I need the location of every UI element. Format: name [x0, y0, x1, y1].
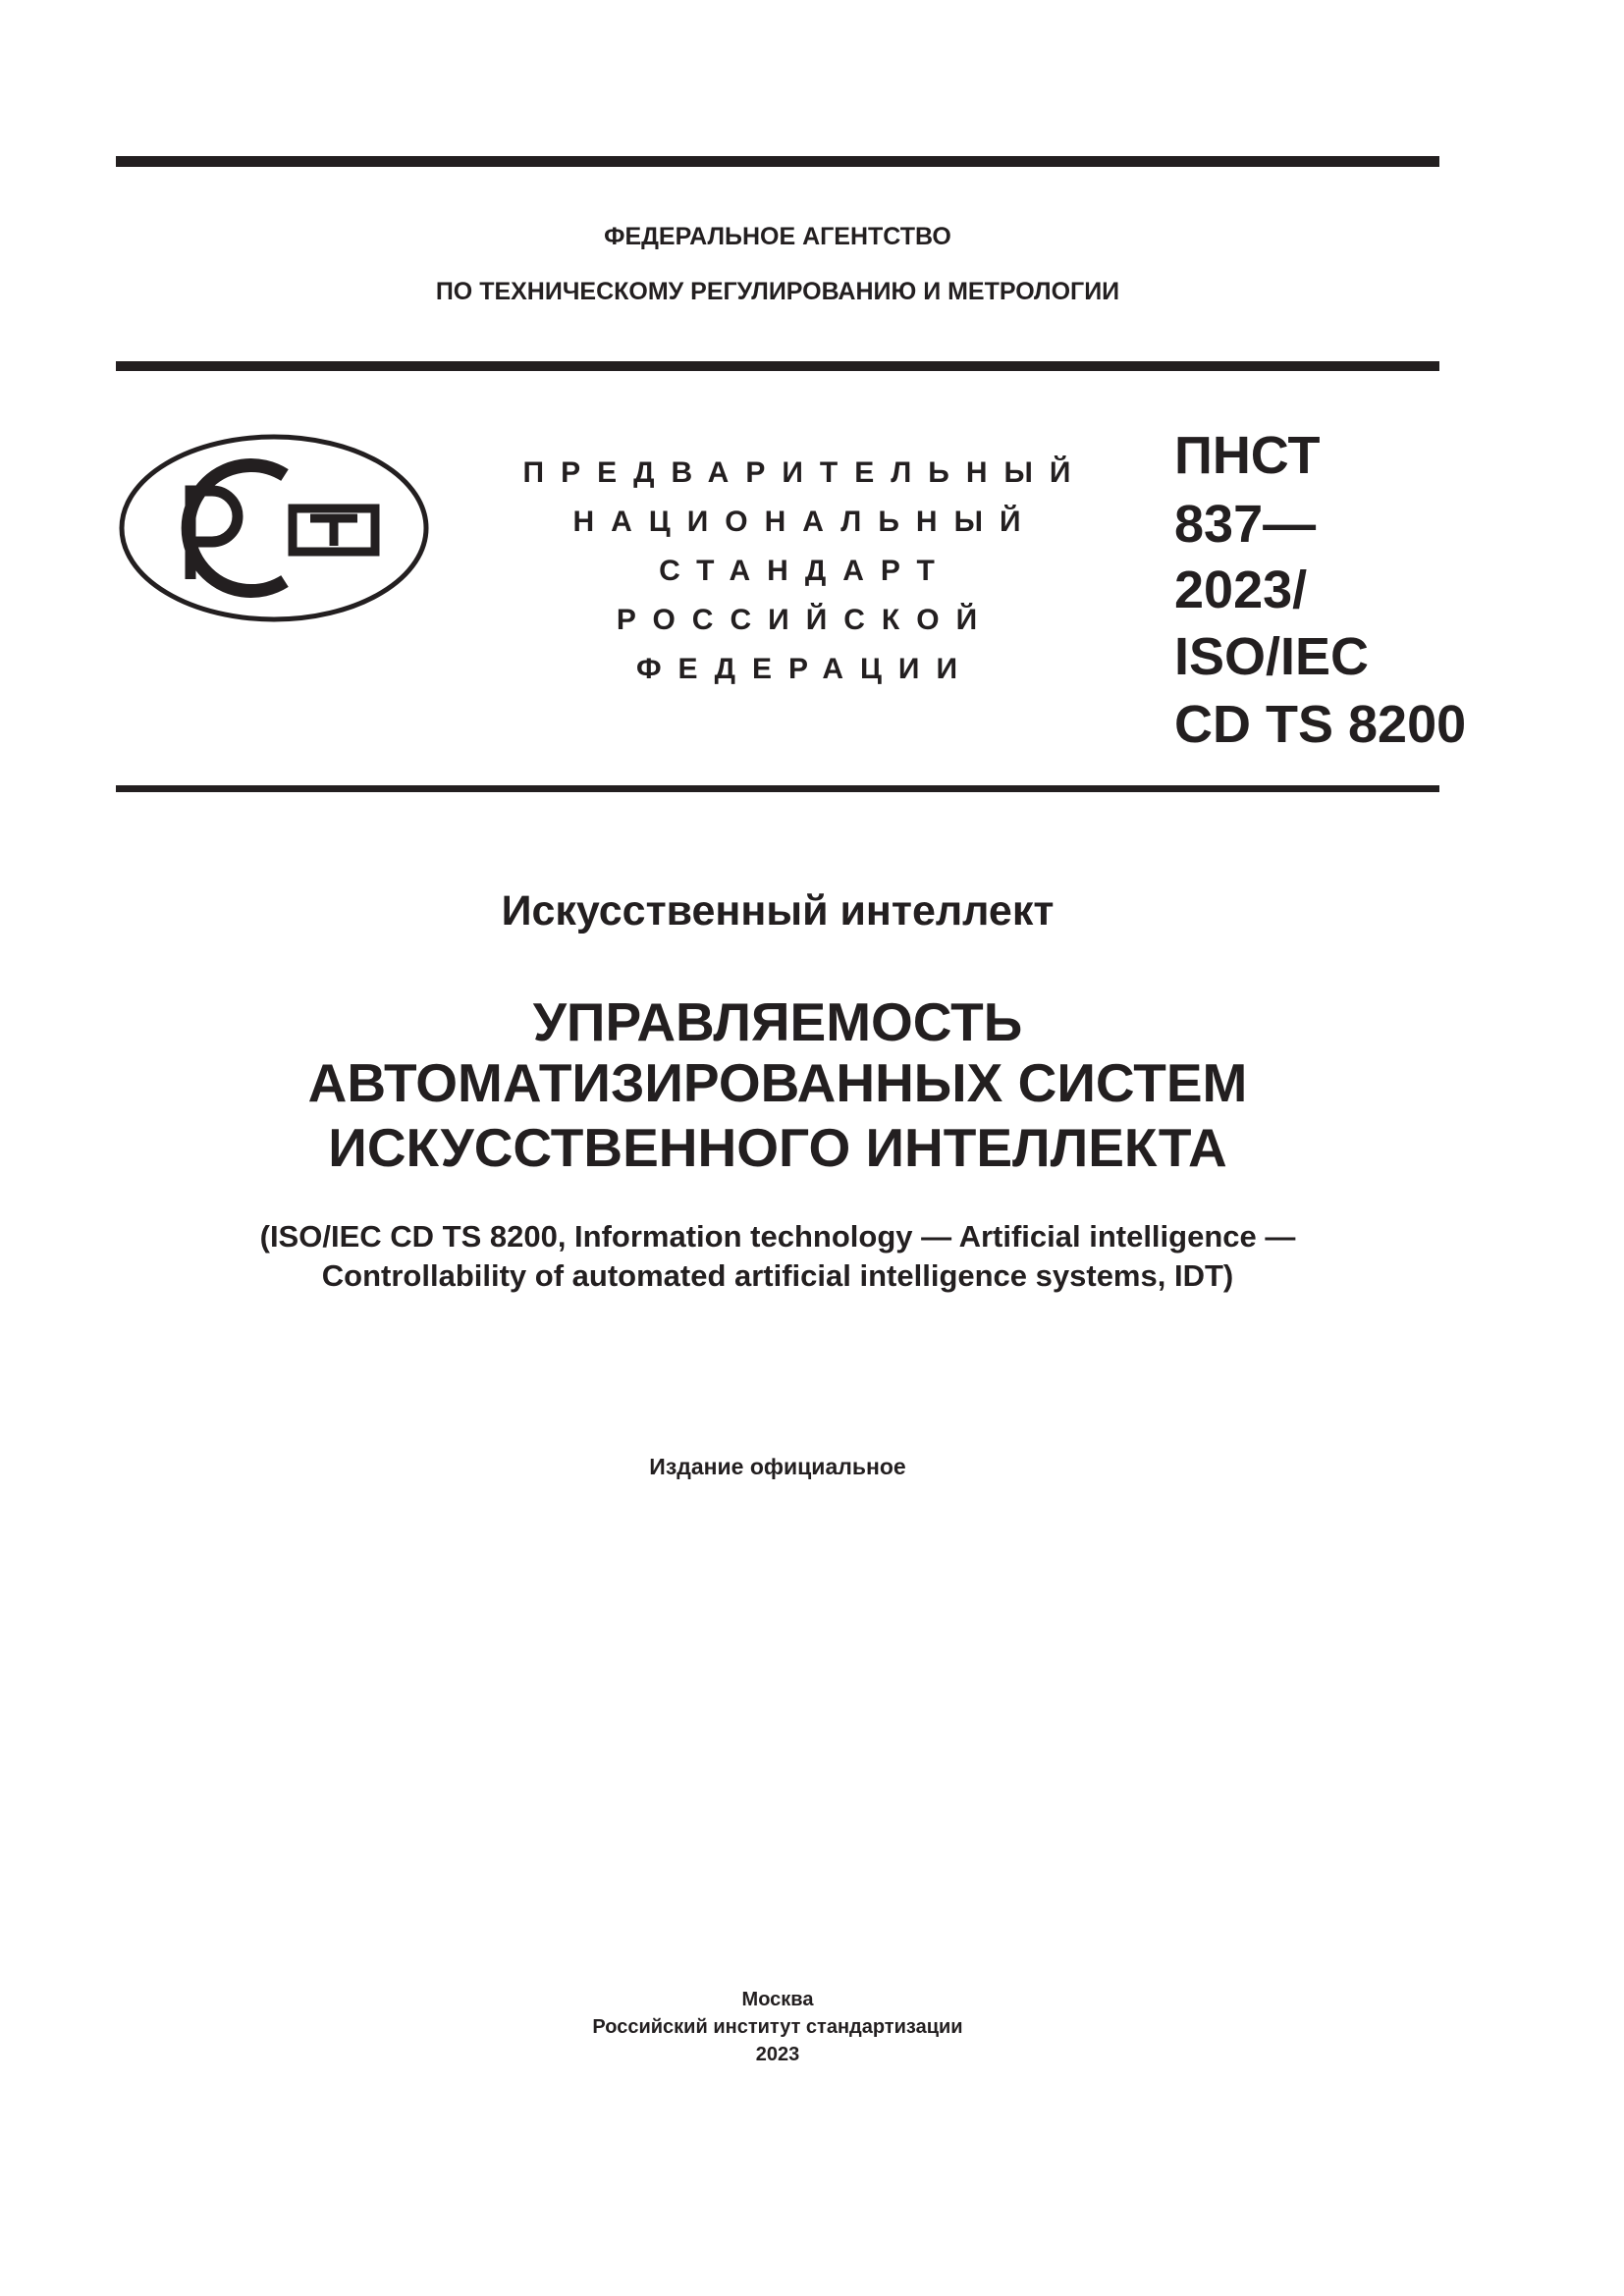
agency-name-line2: ПО ТЕХНИЧЕСКОМУ РЕГУЛИРОВАНИЮ И МЕТРОЛОГИИ [435, 278, 1120, 305]
standard-type-line: ФЕДЕРАЦИИ [635, 653, 975, 685]
title-line: УПРАВЛЯЕМОСТЬ [532, 991, 1023, 1052]
original-standard-line: (ISO/IEC CD TS 8200, Information technology — Artificial intelligence — [259, 1219, 1296, 1254]
imprint-publisher: Российский институт стандартизации [592, 2016, 963, 2038]
edition-note: Издание официальное [649, 1454, 906, 1479]
title-line: АВТОМАТИЗИРОВАННЫХ СИСТЕМ [307, 1052, 1248, 1113]
designation-line: 837— [1174, 495, 1317, 554]
designation-line: ISO/IEC [1174, 627, 1370, 686]
top-rule [116, 156, 1439, 167]
designation-line: ПНСТ [1174, 426, 1321, 485]
designation-line: CD TS 8200 [1174, 695, 1467, 754]
gost-r-logo-icon [118, 432, 430, 624]
standard-type-line: СТАНДАРТ [659, 555, 951, 587]
agency-name-line1: ФЕДЕРАЛЬНОЕ АГЕНТСТВО [604, 223, 951, 250]
standard-type-line: ПРЕДВАРИТЕЛЬНЫЙ [522, 456, 1088, 489]
header-rule [116, 361, 1439, 371]
imprint-year: 2023 [755, 2044, 800, 2065]
standard-type-line: НАЦИОНАЛЬНЫЙ [572, 506, 1038, 538]
title-line: ИСКУССТВЕННОГО ИНТЕЛЛЕКТА [328, 1117, 1227, 1178]
designation-rule [116, 785, 1439, 792]
original-standard-line: Controllability of automated artificial intelligence systems, IDT) [321, 1258, 1234, 1293]
standard-type-line: РОССИЙСКОЙ [616, 604, 995, 636]
designation-line: 2023/ [1174, 561, 1308, 619]
subject-heading: Искусственный интеллект [501, 887, 1055, 934]
imprint-city: Москва [741, 1989, 814, 2010]
